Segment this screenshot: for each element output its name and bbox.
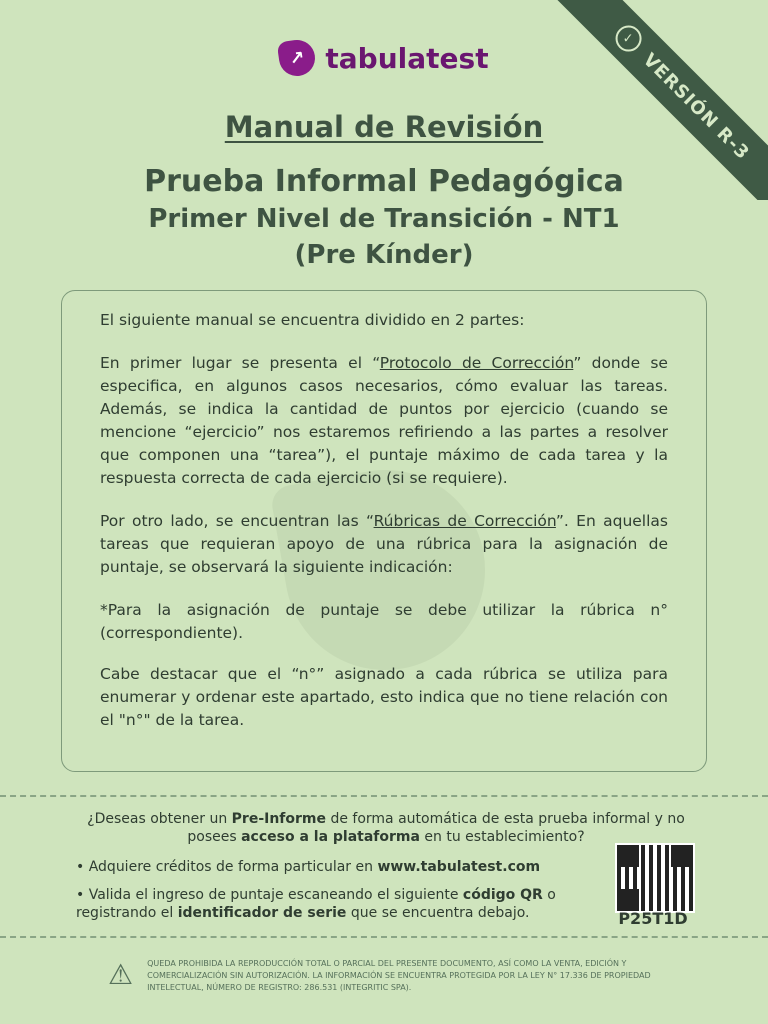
test-title: Prueba Informal Pedagógica — [144, 164, 624, 199]
rubric-indication: *Para la asignación de puntaje se debe utilizar la rúbrica n° (correspondiente). — [100, 601, 668, 642]
warning-triangle-icon: ⚠ — [108, 958, 134, 991]
rubrics-link: Rúbricas de Corrección — [373, 512, 556, 530]
sublevel-title: (Pre Kínder) — [294, 240, 474, 270]
rubrics-paragraph: Por otro lado, se encuentran las “Rúbricas de Corrección”. En aquellas tareas que requieran apoyo de una rúbrica para la asignación de puntaje, se observará la siguiente indicación: — [100, 512, 668, 576]
legal-notice — [108, 958, 668, 994]
legal-text: QUEDA PROHIBIDA LA REPRODUCCIÓN TOTAL O PARCIAL DEL PRESENTE DOCUMENTO, ASÍ COMO LA VENTA, EDICIÓN Y COMERCIALIZACIÓN SIN AUTORIZACIÓN. LA INFORMACIÓN SE ENCUENTRA PROTEGIDA POR LA LEY N° 17.336 DE PROPIEDAD INTELECTUAL, NÚMERO DE REGISTRO: 286.531 (INTEGRITIC SPA). — [147, 959, 651, 992]
pre-report-promo — [76, 810, 696, 922]
title-block — [0, 110, 768, 273]
version-label: VERSIÓN R-3 — [639, 49, 754, 164]
divider-bottom — [0, 936, 768, 938]
brand-name: tabulatest — [325, 41, 489, 75]
divider-top — [0, 795, 768, 797]
promo-question: ¿Deseas obtener un Pre-Informe de forma automática de esta prueba informal y no posees acceso a la plataforma en tu establecimiento? — [87, 811, 685, 845]
level-title: Primer Nivel de Transición - NT1 — [148, 204, 620, 234]
rubric-note: Cabe destacar que el “n°” asignado a cada rúbrica se utiliza para enumerar y ordenar este apartado, esto indica que no tiene relación con el "n°" de la tarea. — [100, 665, 668, 729]
intro-text: El siguiente manual se encuentra dividido en 2 partes: — [100, 311, 525, 329]
brand-logo — [0, 40, 768, 76]
protocol-paragraph: En primer lugar se presenta el “Protocolo de Corrección” donde se especifica, en algunos casos necesarios, cómo evaluar las tareas. Además, se indica la cantidad de puntos por ejercicio (cuando se mencione “ejercicio” nos estaremos refiriendo a las partes a resolver que componen una “tarea”), el puntaje máximo de cada tarea y la respuesta correcta de cada ejercicio (si se requiere). — [100, 354, 668, 487]
manual-title: Manual de Revisión — [224, 110, 544, 144]
qr-code[interactable] — [615, 843, 695, 913]
serial-identifier: P25T1D — [618, 909, 688, 928]
tabulatest-logo-icon: ↗ — [277, 38, 318, 79]
protocol-link: Protocolo de Corrección — [379, 354, 574, 372]
manual-description-box — [61, 290, 707, 772]
check-circle-icon: ✓ — [616, 26, 642, 52]
promo-bullet-credits: • Adquiere créditos de forma particular en www.tabulatest.com — [76, 859, 541, 875]
promo-bullet-qr: • Valida el ingreso de puntaje escaneando el siguiente código QR o registrando el identificador de serie que se encuentra debajo. — [76, 887, 556, 921]
website-link[interactable]: www.tabulatest.com — [377, 859, 541, 875]
